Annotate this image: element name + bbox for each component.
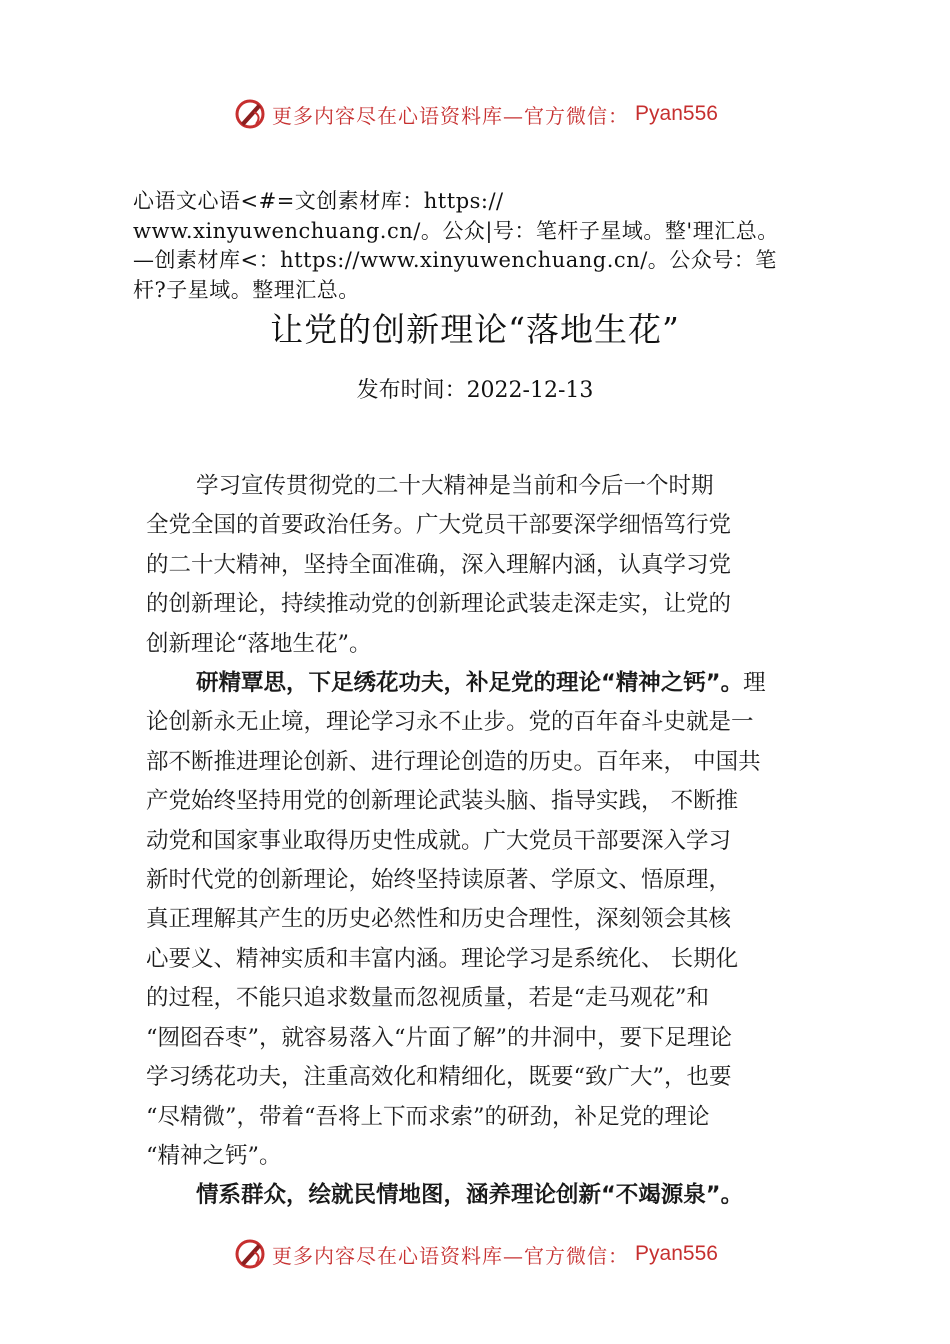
header-banner [0,94,950,134]
body-line: 的过程，不能只追求数量而忽视质量，若是“走马观花”和 [146,985,710,1012]
paragraph-heading-line [146,1176,826,1215]
banner-wechat-id: Pyan556 [635,102,718,125]
banner-text: 更多内容尽在心语资料库—官方微信： [272,103,630,128]
body-line: 学习宣传贯彻党的二十大精神是当前和今后一个时期 [196,473,714,499]
body-line: 动党和国家事业取得历史性成就。广大党员干部要深入学习 [146,827,732,854]
body-text: 理 [743,670,766,697]
document-body [146,467,826,1216]
document-title: 让党的创新理论“落地生花” [270,310,680,349]
brand-logo-icon [232,1236,268,1272]
body-line: 全党全国的首要政治任务。广大党员干部要深学细悟笃行党 [146,512,732,539]
watermark-text [133,187,845,305]
banner-text: 更多内容尽在心语资料库—官方微信： [272,1243,630,1268]
body-line: 学习绣花功夫，注重高效化和精细化，既要“致广大”，也要 [146,1064,732,1091]
body-line: 的创新理论，持续推动党的创新理论武装走深走实，让党的 [146,591,732,618]
watermark-line: 心语文心语<#=文创素材库：https:// [133,189,504,213]
body-line: 心要义、精神实质和丰富内涵。理论学习是系统化、 长期化 [146,945,739,972]
publish-date: 发布时间：2022-12-13 [356,378,594,403]
body-line: 新时代党的创新理论，始终坚持读原著、学原文、悟原理， [146,867,732,894]
watermark-line: —创素材库<：https://www.xinyuwenchuang.cn/。公众号：笔 [133,248,777,272]
body-line: “尽精微”，带着“吾将上下而求索”的研劲，补足党的理论 [146,1103,710,1130]
body-line: “囫囵吞枣”，就容易落入“片面了解”的井洞中，要下足理论 [146,1024,733,1051]
section-heading: 情系群众，绘就民情地图，涵养理论创新“不竭源泉”。 [196,1182,744,1209]
body-line: 部不断推进理论创新、进行理论创造的历史。百年来， 中国共 [146,748,761,775]
body-line: 创新理论“落地生花”。 [146,630,372,657]
body-line: “精神之钙”。 [146,1142,282,1169]
body-line: 产党始终坚持用党的创新理论武装头脑、指导实践， 不断推 [146,788,739,815]
section-heading: 研精覃思，下足绣花功夫，补足党的理论“精神之钙”。 [196,670,744,697]
body-line: 论创新永无止境，理论学习永不止步。党的百年奋斗史就是一 [146,709,754,736]
body-line: 的二十大精神，坚持全面准确，深入理解内涵，认真学习党 [146,551,732,578]
body-line: 真正理解其产生的历史必然性和历史合理性，深刻领会其核 [146,906,732,933]
brand-logo-icon [232,96,268,132]
watermark-line: www.xinyuwenchuang.cn/。公众|号：笔杆子星域。整'理汇总。 [133,218,779,243]
paragraph-heading-line [146,664,826,703]
watermark-line: 杆?子星域。整理汇总。 [133,277,360,302]
footer-banner [0,1234,950,1274]
banner-wechat-id: Pyan556 [635,1242,718,1265]
